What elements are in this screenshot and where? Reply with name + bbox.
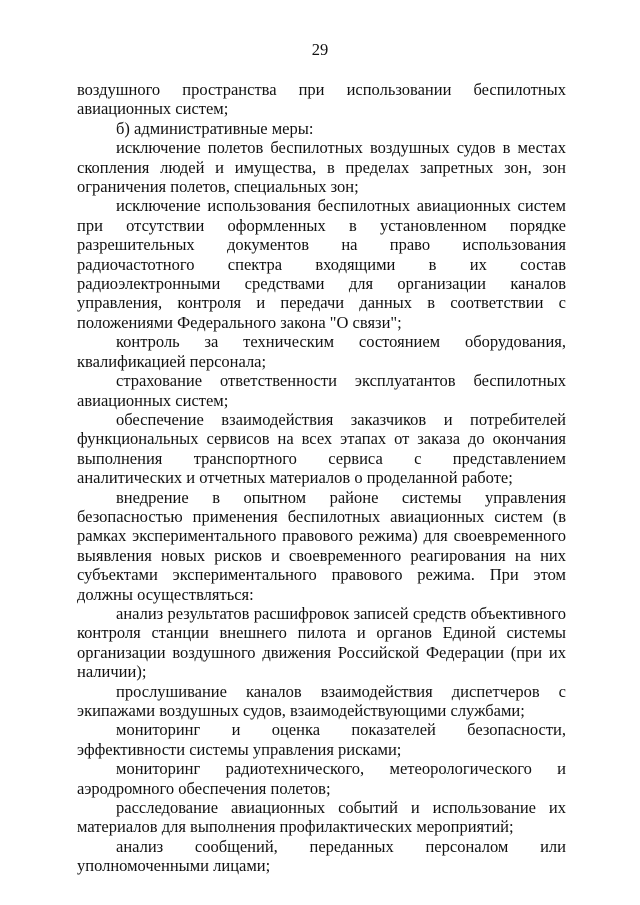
paragraph-safety-indicators: мониторинг и оценка показателей безопасности, эффективности системы управления рисками; bbox=[77, 720, 566, 759]
paragraph-spectrum-permits: исключение использования беспилотных авиационных систем при отсутствии оформленных в установленном порядке разрешительных документов на право использования радиочастотного спектра входящими в их состав радиоэлектронными средствами для организации каналов управления, контроля и передачи данных в соответствии с положениями Федерального закона "О связи"; bbox=[77, 196, 566, 332]
paragraph-technical-control: контроль за техническим состоянием оборудования, квалификацией персонала; bbox=[77, 332, 566, 371]
paragraph-event-investigation: расследование авиационных событий и использование их материалов для выполнения профилактических мероприятий; bbox=[77, 798, 566, 837]
paragraph-record-analysis: анализ результатов расшифровок записей средств объективного контроля станции внешнего пилота и органов Единой системы организации воздушного движения Российской Федерации (при их наличии); bbox=[77, 603, 566, 682]
paragraph-flight-exclusion: исключение полетов беспилотных воздушных судов в местах скопления людей и имущества, в пределах запретных зон, зон ограничения полетов, специальных зон; bbox=[77, 138, 566, 197]
paragraph-support-monitoring: мониторинг радиотехнического, метеорологического и аэродромного обеспечения полетов; bbox=[77, 759, 566, 798]
paragraph-safety-management: внедрение в опытном районе системы управления безопасностью применения беспилотных авиационных систем (в рамках экспериментального правового режима) для своевременного выявления новых рисков и своевременного реагирования на них субъектами экспериментального правового режима. При этом должны осуществляться: bbox=[77, 487, 566, 604]
paragraph-report-analysis: анализ сообщений, переданных персоналом или уполномоченными лицами; bbox=[77, 836, 566, 876]
paragraph-interaction: обеспечение взаимодействия заказчиков и потребителей функциональных сервисов на всех этапах от заказа до окончания выполнения транспортного сервиса с представлением аналитических и отчетных материалов о проделанной работе; bbox=[77, 409, 566, 488]
paragraph-continuation: воздушного пространства при использовании беспилотных авиационных систем; bbox=[77, 80, 566, 119]
page-number: 29 bbox=[311, 40, 329, 59]
paragraph-insurance: страхование ответственности эксплуатантов беспилотных авиационных систем; bbox=[77, 371, 566, 410]
paragraph-channel-monitoring: прослушивание каналов взаимодействия диспетчеров с экипажами воздушных судов, взаимодействующими службами; bbox=[77, 681, 566, 720]
paragraph-administrative-measures: б) административные меры: bbox=[116, 118, 314, 138]
body-text bbox=[77, 80, 566, 876]
